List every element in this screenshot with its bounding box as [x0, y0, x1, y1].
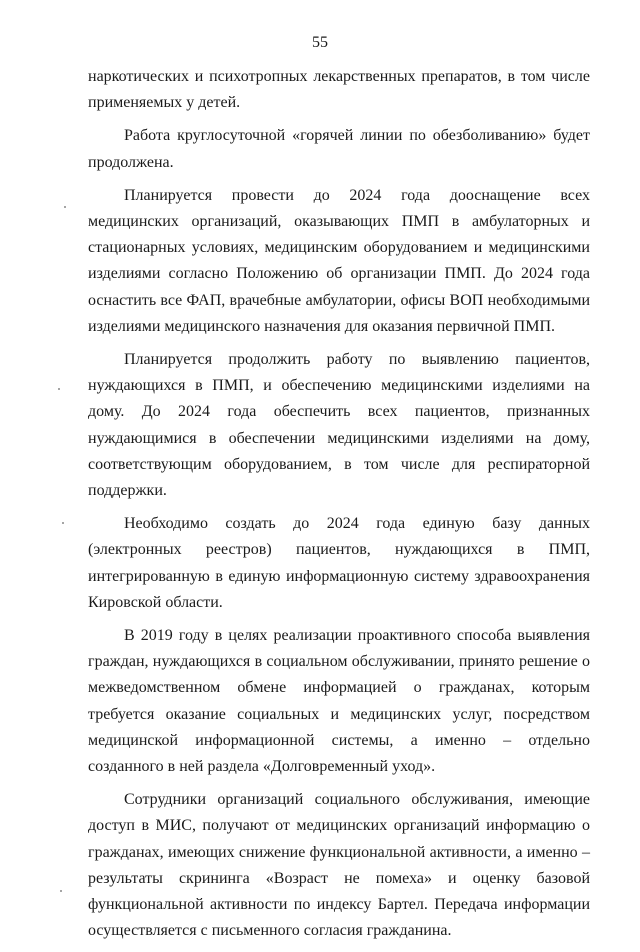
scan-speck — [62, 522, 64, 524]
paragraph-2: Работа круглосуточной «горячей линии по обезболиванию» будет продолжена. — [88, 127, 590, 171]
paragraph-5: Необходимо создать до 2024 года единую базу данных (электронных реестров) пациентов, нуждающихся в ПМП, интегрированную в единую информационную систему здравоохранения Кировской области. — [88, 515, 590, 611]
paragraph-4: Планируется продолжить работу по выявлению пациентов, нуждающихся в ПМП, и обеспечению медицинскими изделиями на дому. До 2024 года обеспечить всех пациентов, признанных нуждающимися в обеспечении медицинскими изделиями на дому, соответствующим оборудованием, в том числе для респираторной поддержки. — [88, 351, 590, 500]
paragraph-1: наркотических и психотропных лекарственных препаратов, в том числе применяемых у детей. — [88, 68, 590, 112]
scan-speck — [64, 206, 66, 208]
body-text — [88, 64, 590, 952]
paragraph-3: Планируется провести до 2024 года дооснащение всех медицинских организаций, оказывающих ПМП в амбулаторных и стационарных условиях, медицинским оборудованием и медицинскими изделиями согласно Положению об организации ПМП. До 2024 года оснастить все ФАП, врачебные амбулатории, офисы ВОП необходимыми изделиями медицинского назначения для оказания первичной ПМП. — [88, 186, 590, 335]
scan-speck — [60, 890, 62, 892]
scan-speck — [58, 388, 60, 390]
paragraph-6: В 2019 году в целях реализации проактивного способа выявления граждан, нуждающихся в социальном обслуживании, принято решение о межведомственном обмене информацией о гражданах, которым требуется оказание социальных и медицинских услуг, посредством медицинской информационной системы, а именно – отдельно созданного в ней раздела «Долговременный уход». — [88, 627, 590, 776]
page-number: 55 — [312, 34, 328, 51]
paragraph-7: Сотрудники организаций социального обслуживания, имеющие доступ в МИС, получают от медицинских организаций информацию о гражданах, имеющих снижение функциональной активности, а именно – результаты скрининга «Возраст не помеха» и оценку базовой функциональной активности по индексу Бартел. Передача информации осуществляется с письменного согласия гражданина. — [88, 791, 590, 940]
